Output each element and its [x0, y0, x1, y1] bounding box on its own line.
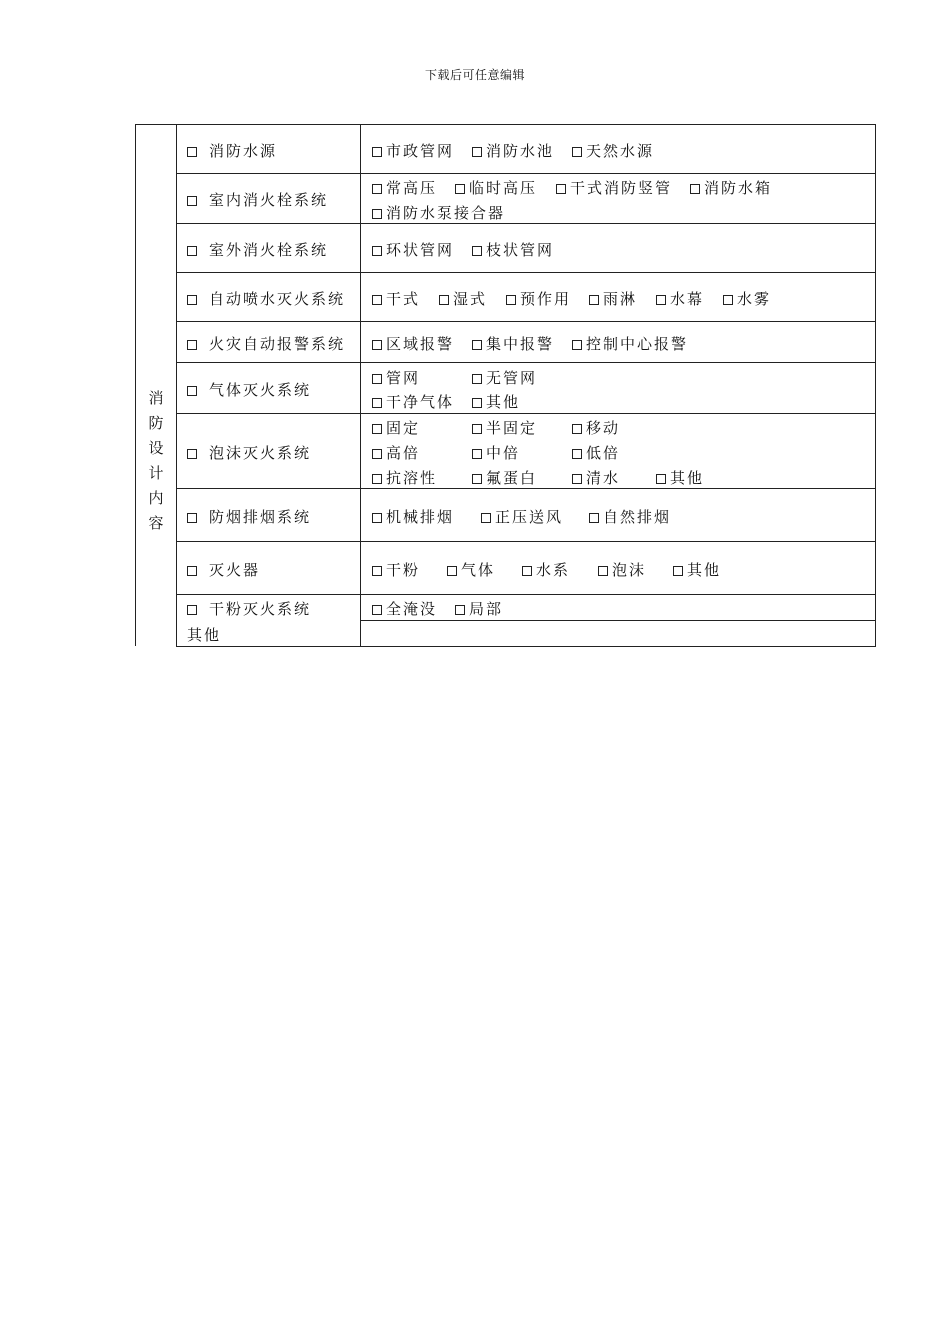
option-label: 清水 [586, 469, 621, 487]
option[interactable] [372, 239, 454, 260]
checkbox-icon[interactable] [372, 605, 382, 615]
checkbox-icon[interactable] [187, 147, 197, 157]
option-label: 高倍 [386, 444, 421, 462]
option-label: 无管网 [486, 369, 538, 387]
section-label-char: 容 [148, 514, 164, 532]
checkbox-icon[interactable] [472, 374, 482, 384]
option[interactable] [522, 559, 570, 580]
option-label: 自然排烟 [603, 508, 672, 526]
checkbox-icon[interactable] [572, 449, 582, 459]
system-row-smoke-control[interactable] [187, 506, 311, 527]
system-label: 防烟排烟系统 [209, 508, 312, 526]
option[interactable] [506, 288, 571, 309]
system-label: 室外消火栓系统 [209, 241, 329, 259]
option-label: 水幕 [670, 290, 705, 308]
option[interactable] [556, 177, 672, 198]
section-label-char: 防 [148, 414, 164, 432]
option-label: 中倍 [486, 444, 521, 462]
option[interactable] [472, 333, 554, 354]
option[interactable] [372, 333, 454, 354]
option[interactable] [372, 598, 437, 619]
option-label: 正压送风 [495, 508, 564, 526]
checkbox-icon[interactable] [187, 566, 197, 576]
option[interactable] [690, 177, 772, 198]
option-label: 枝状管网 [486, 241, 555, 259]
option-label: 集中报警 [486, 335, 555, 353]
checkbox-icon[interactable] [589, 513, 599, 523]
checkbox-icon[interactable] [472, 474, 482, 484]
option-label: 干式 [386, 290, 421, 308]
option-label: 抗溶性 [386, 469, 438, 487]
page-header: 下载后可任意编辑 [424, 68, 525, 82]
section-label [146, 386, 166, 536]
system-label: 自动喷水灭火系统 [209, 290, 346, 308]
option-label: 管网 [386, 369, 421, 387]
checkbox-icon[interactable] [372, 449, 382, 459]
option[interactable] [589, 288, 637, 309]
option[interactable] [472, 239, 554, 260]
checkbox-icon[interactable] [372, 374, 382, 384]
option-label: 天然水源 [586, 142, 655, 160]
checkbox-icon[interactable] [472, 398, 482, 408]
system-row-fire-alarm[interactable] [187, 333, 345, 354]
system-row-sprinkler[interactable] [187, 288, 345, 309]
option[interactable] [455, 598, 503, 619]
checkbox-icon[interactable] [372, 246, 382, 256]
option[interactable] [472, 442, 520, 463]
option[interactable] [598, 559, 646, 580]
system-row-indoor-hydrant[interactable] [187, 189, 328, 210]
option[interactable] [372, 140, 454, 161]
option[interactable] [372, 367, 420, 388]
checkbox-icon[interactable] [187, 449, 197, 459]
option[interactable] [572, 333, 688, 354]
option-label: 移动 [586, 419, 621, 437]
option-label: 预作用 [520, 290, 572, 308]
system-label: 干粉灭火系统 [209, 600, 312, 618]
option-label: 机械排烟 [386, 508, 455, 526]
option-label: 雨淋 [603, 290, 638, 308]
checkbox-icon[interactable] [447, 566, 457, 576]
option-label: 氟蛋白 [486, 469, 538, 487]
other-label: 其他 [187, 626, 222, 644]
option-label: 气体 [461, 561, 496, 579]
option-label: 消防水池 [486, 142, 555, 160]
checkbox-icon[interactable] [372, 474, 382, 484]
checkbox-icon[interactable] [572, 147, 582, 157]
checkbox-icon[interactable] [187, 196, 197, 206]
option-label: 水雾 [737, 290, 772, 308]
option-label: 低倍 [586, 444, 621, 462]
option[interactable] [572, 140, 654, 161]
system-label: 室内消火栓系统 [209, 191, 329, 209]
other-input-cell[interactable] [362, 622, 874, 645]
option[interactable] [372, 442, 420, 463]
option-label: 其他 [687, 561, 722, 579]
system-row-water-source[interactable] [187, 140, 277, 161]
option-label: 其他 [486, 393, 521, 411]
option[interactable] [472, 140, 554, 161]
system-row-extinguisher[interactable] [187, 559, 260, 580]
checkbox-icon[interactable] [372, 295, 382, 305]
checkbox-icon[interactable] [472, 246, 482, 256]
checkbox-icon[interactable] [187, 605, 197, 615]
system-label: 火灾自动报警系统 [209, 335, 346, 353]
option[interactable] [572, 467, 620, 488]
checkbox-icon[interactable] [472, 147, 482, 157]
checkbox-icon[interactable] [472, 424, 482, 434]
option[interactable] [673, 559, 721, 580]
option-label: 全淹没 [386, 600, 438, 618]
option-label: 环状管网 [386, 241, 455, 259]
option-label: 其他 [670, 469, 705, 487]
option[interactable] [481, 506, 563, 527]
option[interactable] [589, 506, 671, 527]
checkbox-icon[interactable] [372, 147, 382, 157]
checkbox-icon[interactable] [656, 295, 666, 305]
checkbox-icon[interactable] [690, 184, 700, 194]
option[interactable] [372, 467, 437, 488]
system-row-gas[interactable] [187, 379, 311, 400]
checkbox-icon[interactable] [481, 513, 491, 523]
option-label: 泡沫 [612, 561, 647, 579]
checkbox-icon[interactable] [472, 340, 482, 350]
system-label: 气体灭火系统 [209, 381, 312, 399]
option[interactable] [439, 288, 487, 309]
checkbox-icon[interactable] [723, 295, 733, 305]
option-label: 临时高压 [469, 179, 538, 197]
option[interactable] [472, 391, 520, 412]
option[interactable] [656, 288, 704, 309]
checkbox-icon[interactable] [455, 184, 465, 194]
checkbox-icon[interactable] [572, 424, 582, 434]
option[interactable] [472, 467, 537, 488]
option-label: 市政管网 [386, 142, 455, 160]
option[interactable] [372, 288, 420, 309]
system-label: 泡沫灭火系统 [209, 444, 312, 462]
system-label: 灭火器 [209, 561, 261, 579]
option-label: 干粉 [386, 561, 421, 579]
checkbox-icon[interactable] [656, 474, 666, 484]
checkbox-icon[interactable] [598, 566, 608, 576]
checkbox-icon[interactable] [472, 449, 482, 459]
option-label: 控制中心报警 [586, 335, 689, 353]
system-row-dry-powder[interactable] [187, 598, 311, 619]
option[interactable] [572, 442, 620, 463]
checkbox-icon[interactable] [572, 340, 582, 350]
option-label: 局部 [469, 600, 504, 618]
option[interactable] [455, 177, 537, 198]
checkbox-icon[interactable] [187, 246, 197, 256]
checkbox-icon[interactable] [673, 566, 683, 576]
option[interactable] [372, 177, 437, 198]
checkbox-icon[interactable] [187, 386, 197, 396]
option-label: 水系 [536, 561, 571, 579]
checkbox-icon[interactable] [187, 513, 197, 523]
checkbox-icon[interactable] [372, 184, 382, 194]
option-label: 消防水泵接合器 [386, 204, 506, 222]
checkbox-icon[interactable] [187, 340, 197, 350]
checkbox-icon[interactable] [187, 295, 197, 305]
section-label-char: 消 [148, 389, 164, 407]
system-label: 消防水源 [209, 142, 278, 160]
section-label-char: 内 [148, 489, 164, 507]
checkbox-icon[interactable] [372, 209, 382, 219]
checkbox-icon[interactable] [372, 513, 382, 523]
checkbox-icon[interactable] [556, 184, 566, 194]
option-label: 干净气体 [386, 393, 455, 411]
section-label-char: 计 [148, 464, 164, 482]
checkbox-icon[interactable] [572, 474, 582, 484]
option-label: 常高压 [386, 179, 438, 197]
option-label: 区域报警 [386, 335, 455, 353]
checkbox-icon[interactable] [372, 566, 382, 576]
option[interactable] [372, 559, 420, 580]
option-label: 消防水箱 [704, 179, 773, 197]
checkbox-icon[interactable] [506, 295, 516, 305]
option-label: 半固定 [486, 419, 538, 437]
option[interactable] [372, 417, 420, 438]
system-row-foam[interactable] [187, 442, 311, 463]
option[interactable] [656, 467, 704, 488]
option-label: 湿式 [453, 290, 488, 308]
checkbox-icon[interactable] [439, 295, 449, 305]
section-label-char: 设 [148, 439, 164, 457]
checkbox-icon[interactable] [372, 424, 382, 434]
option[interactable] [372, 202, 505, 223]
option-label: 干式消防竖管 [570, 179, 673, 197]
option-label: 固定 [386, 419, 421, 437]
option[interactable] [472, 367, 537, 388]
checkbox-icon[interactable] [372, 340, 382, 350]
checkbox-icon[interactable] [455, 605, 465, 615]
checkbox-icon[interactable] [522, 566, 532, 576]
system-row-outdoor-hydrant[interactable] [187, 239, 328, 260]
option[interactable] [572, 417, 620, 438]
option[interactable] [372, 391, 454, 412]
checkbox-icon[interactable] [372, 398, 382, 408]
option[interactable] [723, 288, 771, 309]
option[interactable] [447, 559, 495, 580]
option[interactable] [372, 506, 454, 527]
option[interactable] [472, 417, 537, 438]
checkbox-icon[interactable] [589, 295, 599, 305]
